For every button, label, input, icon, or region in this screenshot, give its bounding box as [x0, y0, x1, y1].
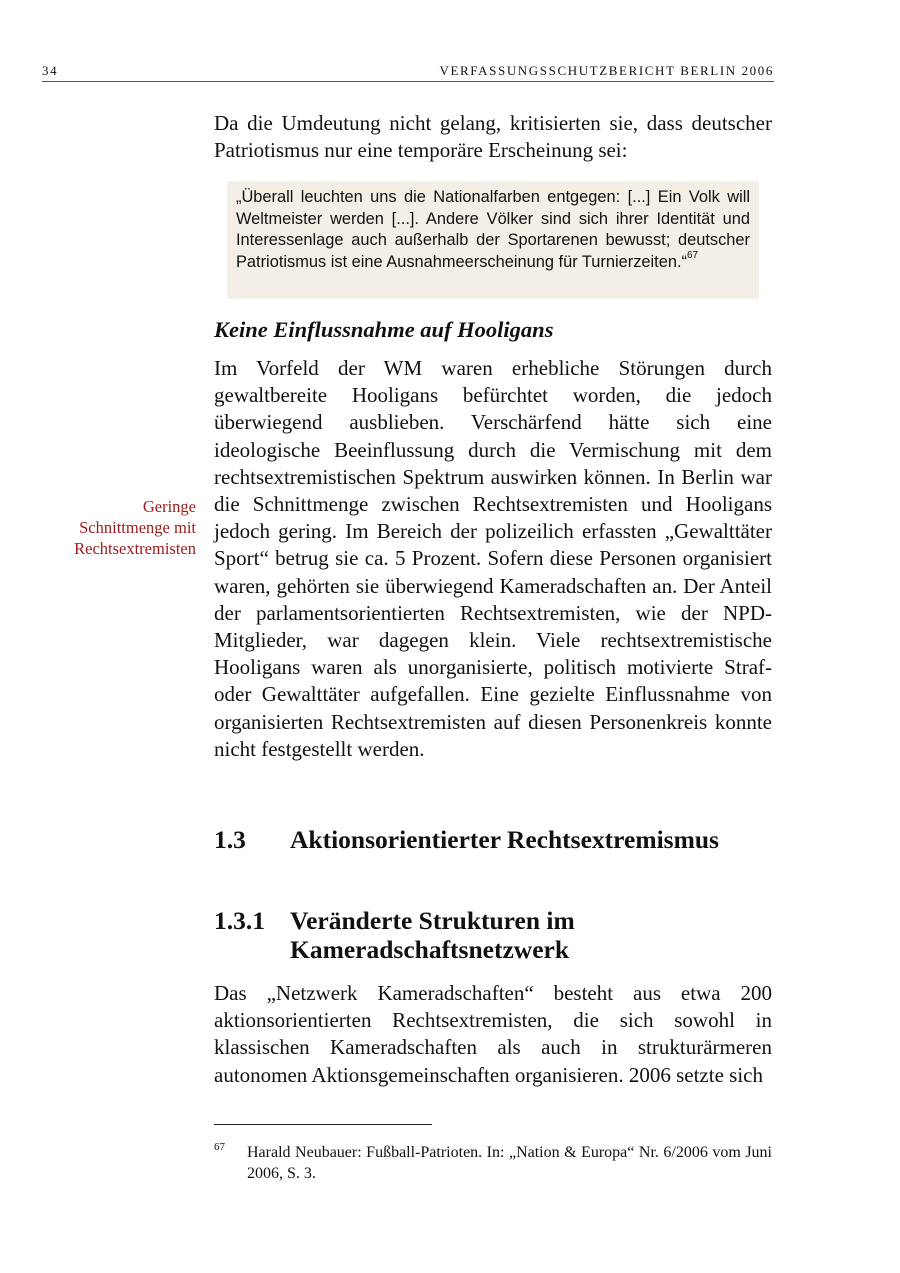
quote-footnote-ref[interactable]: 67: [686, 250, 699, 262]
section-number: 1.3.1: [214, 906, 265, 935]
margin-note-line: Geringe: [142, 497, 196, 516]
margin-note-line: Schnittmenge mit: [79, 518, 196, 537]
section-number: 1.3: [214, 825, 246, 854]
margin-note: [26, 496, 196, 559]
footnote-text: Harald Neubauer: Fußball-Patrioten. In: „Nation & Europa“ Nr. 6/2006 vom Juni 2006, S. 3.: [247, 1144, 772, 1182]
intro-paragraph: Da die Umdeutung nicht gelang, kritisierten sie, dass deutscher Patriotismus nur eine temporäre Erscheinung sei:: [214, 111, 772, 163]
page-number: 34: [42, 63, 59, 78]
margin-note-line: Rechtsextremisten: [74, 539, 196, 558]
section-heading-1-3: [214, 825, 760, 854]
section-title: Veränderte Strukturen im Kameradschaftsnetzwerk: [290, 906, 575, 964]
network-paragraph: Das „Netzwerk Kameradschaften“ besteht aus etwa 200 aktionsorientierten Rechtsextremisten, die sich sowohl in klassischen Kameradschaften als auch in strukturärmeren autonomen Aktionsgemeinschaften organisieren. 2006 setzte sich: [214, 981, 772, 1087]
quote-body: „Überall leuchten uns die Nationalfarben entgegen: [...] Ein Volk will Weltmeister werden [...]. Andere Völker sind sich ihrer Identität und Interessenlage auch außerhalb der Sportarenen bewusst; deutscher Patriotismus ist eine Ausnahmeerscheinung für Turnierzeiten.“: [236, 188, 750, 271]
footnote-marker: 67: [214, 1141, 225, 1153]
section-heading-1-3-1: [214, 906, 760, 964]
subheading-hooligans: Keine Einflussnahme auf Hooligans: [214, 317, 554, 342]
footnote-rule: [214, 1124, 432, 1125]
hooligans-paragraph: Im Vorfeld der WM waren erhebliche Störungen durch gewaltbereite Hooligans befürchtet worden, die jedoch überwiegend ausblieben. Verschärfend hätte sich eine ideologische Beeinflussung durch die Vermischung mit dem rechtsextremistischen Spektrum auswirken können. In Berlin war die Schnittmenge zwischen Rechtsextremisten und Hooligans jedoch gering. Im Bereich der polizeilich erfassten „Gewalttäter Sport“ betrug sie ca. 5 Prozent. Sofern diese Personen organisiert waren, gehörten sie überwiegend Kameradschaften an. Der Anteil der parlamentsorientierten Rechtsextremisten, wie der NPD-Mitglieder, war dagegen klein. Viele rechtsextremistische Hooligans waren als unorganisierte, politisch motivierte Straf- oder Gewalttäter aufgefallen. Eine gezielte Einflussnahme von organisierten Rechtsextremisten auf diesen Personenkreis konnte nicht festgestellt werden.: [214, 356, 772, 761]
running-title: VERFASSUNGSSCHUTZBERICHT BERLIN 2006: [439, 63, 774, 78]
footnote: [214, 1142, 772, 1184]
page-header: [42, 63, 774, 82]
section-title: Aktionsorientierter Rechtsextremismus: [290, 825, 719, 854]
quote-text: [236, 187, 750, 273]
quote-box: [227, 181, 759, 299]
